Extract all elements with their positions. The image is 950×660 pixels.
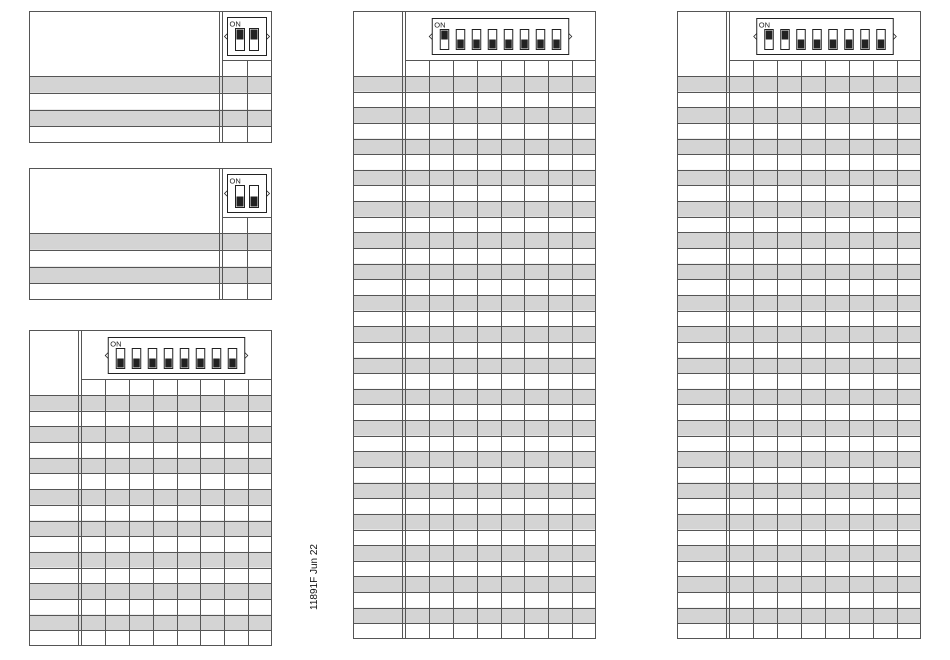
dip-switch-lever (766, 31, 773, 40)
shaded-row (353, 389, 596, 405)
two-switch-table-a (29, 11, 272, 143)
shaded-row (677, 608, 921, 624)
shaded-row (677, 326, 921, 342)
shaded-row (353, 76, 596, 92)
shaded-row (353, 107, 596, 123)
dip-switch-lever (537, 40, 544, 49)
table-grid (353, 11, 596, 639)
dip-switch-body (757, 19, 894, 55)
shaded-row (677, 420, 921, 436)
shaded-row (29, 552, 272, 568)
shaded-row (353, 201, 596, 217)
shaded-row (29, 458, 272, 474)
dip-switch-lever (251, 30, 258, 40)
dip-switch-body (108, 338, 245, 374)
table-border (678, 12, 921, 639)
dip-switch-lever (798, 40, 805, 49)
shaded-row (677, 139, 921, 155)
dip-switch-lever (441, 31, 448, 40)
dip-switch-lever (830, 40, 837, 49)
shaded-row (677, 545, 921, 561)
shaded-row (353, 358, 596, 374)
shaded-row (353, 514, 596, 530)
dip-switch-lever (457, 40, 464, 49)
two-switch-table-b (29, 168, 272, 300)
dip-switch-body (432, 19, 569, 55)
shaded-row (677, 232, 921, 248)
dip-switch-lever (521, 40, 528, 49)
dip-switch-lever (862, 40, 869, 49)
shaded-row (29, 615, 272, 631)
table-grid (29, 330, 272, 646)
dip-switch-lever (473, 40, 480, 49)
shaded-row (677, 295, 921, 311)
dip-switch-lever (846, 40, 853, 49)
shaded-row (353, 232, 596, 248)
shaded-row (677, 389, 921, 405)
dip-on-label: ON (229, 19, 241, 29)
shaded-row (29, 521, 272, 537)
shaded-row (353, 576, 596, 592)
dip-on-label: ON (434, 20, 446, 30)
eight-switch-table-long-a (353, 11, 596, 639)
shaded-row (29, 110, 272, 127)
document-code-text: 11891F Jun 22 (309, 544, 320, 610)
shaded-row (353, 420, 596, 436)
dip-switch-lever (197, 359, 204, 368)
table-grid (29, 11, 272, 143)
shaded-row (353, 545, 596, 561)
table-border (354, 12, 596, 639)
dip-switch-lever (181, 359, 188, 368)
shaded-row (353, 326, 596, 342)
eight-switch-table-short (29, 330, 272, 646)
dip-switch-lever (878, 40, 885, 49)
shaded-row (353, 295, 596, 311)
shaded-row (29, 233, 272, 250)
dip-on-label: ON (229, 176, 241, 186)
dip-on-label: ON (110, 339, 122, 349)
shaded-row (29, 489, 272, 505)
shaded-row (677, 576, 921, 592)
dip-switch-lever (505, 40, 512, 49)
dip-switch-lever (237, 30, 244, 40)
shaded-row (29, 395, 272, 411)
shaded-row (677, 358, 921, 374)
shaded-row (29, 267, 272, 284)
shaded-row (677, 76, 921, 92)
shaded-row (677, 264, 921, 280)
dip-switch-lever (165, 359, 172, 368)
dip-switch-lever (133, 359, 140, 368)
dip-switch-lever (117, 359, 124, 368)
dip-switch-lever (782, 31, 789, 40)
shaded-row (677, 107, 921, 123)
table-grid (29, 168, 272, 300)
shaded-row (677, 483, 921, 499)
dip-switch-lever (149, 359, 156, 368)
dip-on-label: ON (758, 20, 770, 30)
shaded-row (353, 451, 596, 467)
shaded-row (29, 426, 272, 442)
table-grid (677, 11, 921, 639)
dip-switch-lever (213, 359, 220, 368)
shaded-row (677, 451, 921, 467)
shaded-row (677, 201, 921, 217)
shaded-row (353, 264, 596, 280)
dip-switch-lever (251, 197, 258, 207)
shaded-row (29, 76, 272, 93)
dip-switch-lever (229, 359, 236, 368)
shaded-row (353, 139, 596, 155)
dip-switch-lever (489, 40, 496, 49)
shaded-row (677, 514, 921, 530)
shaded-row (353, 608, 596, 624)
shaded-row (29, 583, 272, 599)
dip-switch-lever (553, 40, 560, 49)
shaded-row (677, 170, 921, 186)
dip-switch-lever (237, 197, 244, 207)
dip-switch-lever (814, 40, 821, 49)
shaded-row (353, 483, 596, 499)
shaded-row (353, 170, 596, 186)
eight-switch-table-long-b (677, 11, 921, 639)
